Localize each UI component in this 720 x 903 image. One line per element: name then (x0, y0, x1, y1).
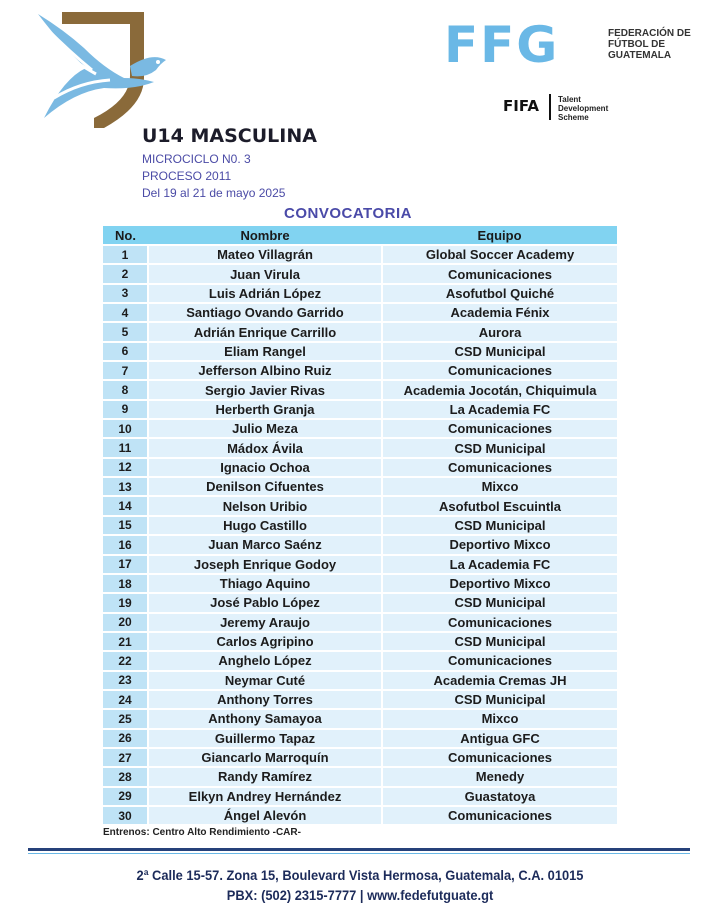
table-row (103, 516, 617, 535)
player-team: Antigua GFC (382, 729, 617, 748)
player-team: Asofutbol Quiché (382, 284, 617, 303)
player-name: Anthony Samayoa (148, 709, 382, 728)
roster-table (103, 226, 617, 824)
player-team: Deportivo Mixco (382, 535, 617, 554)
row-number: 16 (103, 535, 148, 554)
table-row (103, 671, 617, 690)
microcycle-label: MICROCICLO N0. 3 (142, 152, 251, 166)
page-title: U14 MASCULINA (142, 125, 317, 147)
player-name: Herberth Granja (148, 400, 382, 419)
player-name: Denilson Cifuentes (148, 477, 382, 496)
row-number: 26 (103, 729, 148, 748)
player-name: Thiago Aquino (148, 574, 382, 593)
row-number: 17 (103, 555, 148, 574)
table-row (103, 284, 617, 303)
player-name: Juan Virula (148, 264, 382, 283)
table-row (103, 400, 617, 419)
player-name: Luis Adrián López (148, 284, 382, 303)
ffg-letters: FFG (444, 16, 560, 74)
player-name: Sergio Javier Rivas (148, 380, 382, 399)
row-number: 5 (103, 322, 148, 341)
player-team: Comunicaciones (382, 458, 617, 477)
fifa-divider (549, 94, 551, 120)
ffg-name-line: FÚTBOL DE (608, 39, 666, 50)
column-header-name: Nombre (148, 226, 382, 245)
table-row (103, 690, 617, 709)
row-number: 22 (103, 651, 148, 670)
player-name: Guillermo Tapaz (148, 729, 382, 748)
table-row (103, 748, 617, 767)
player-name: Anghelo López (148, 651, 382, 670)
table-row (103, 380, 617, 399)
player-name: Juan Marco Saénz (148, 535, 382, 554)
column-header-team: Equipo (382, 226, 617, 245)
row-number: 6 (103, 342, 148, 361)
footer-rule (28, 848, 690, 851)
table-row (103, 593, 617, 612)
table-row (103, 651, 617, 670)
ffg-federation-name (608, 28, 708, 61)
player-team: Aurora (382, 322, 617, 341)
ffg-name-line: FEDERACIÓN DE (608, 28, 691, 39)
player-team: Guastatoya (382, 787, 617, 806)
table-row (103, 787, 617, 806)
row-number: 25 (103, 709, 148, 728)
table-row (103, 806, 617, 824)
player-team: CSD Municipal (382, 690, 617, 709)
player-name: Randy Ramírez (148, 767, 382, 786)
table-row (103, 729, 617, 748)
row-number: 27 (103, 748, 148, 767)
fifa-sub-line: Talent (558, 95, 581, 104)
table-row (103, 555, 617, 574)
table-row (103, 709, 617, 728)
player-name: Santiago Ovando Garrido (148, 303, 382, 322)
player-name: Joseph Enrique Godoy (148, 555, 382, 574)
fifa-word: FIFA (503, 97, 539, 115)
row-number: 30 (103, 806, 148, 824)
table-row (103, 535, 617, 554)
player-team: Academia Cremas JH (382, 671, 617, 690)
table-row (103, 322, 617, 341)
player-team: Comunicaciones (382, 748, 617, 767)
footer-address: 2ª Calle 15-57. Zona 15, Boulevard Vista Hermosa, Guatemala, C.A. 01015 (136, 867, 584, 883)
row-number: 13 (103, 477, 148, 496)
player-name: Anthony Torres (148, 690, 382, 709)
row-number: 10 (103, 419, 148, 438)
table-header-row (103, 226, 617, 245)
dates-label: Del 19 al 21 de mayo 2025 (142, 186, 286, 200)
row-number: 4 (103, 303, 148, 322)
player-team: Mixco (382, 477, 617, 496)
row-number: 12 (103, 458, 148, 477)
player-team: CSD Municipal (382, 632, 617, 651)
training-location: Entrenos: Centro Alto Rendimiento -CAR- (103, 827, 301, 838)
player-name: Jefferson Albino Ruiz (148, 361, 382, 380)
row-number: 9 (103, 400, 148, 419)
player-name: Mádox Ávila (148, 438, 382, 457)
fifa-sub-line: Scheme (558, 113, 589, 122)
player-team: Asofutbol Escuintla (382, 496, 617, 515)
player-name: Giancarlo Marroquín (148, 748, 382, 767)
player-team: Comunicaciones (382, 264, 617, 283)
player-team: CSD Municipal (382, 593, 617, 612)
player-team: Comunicaciones (382, 361, 617, 380)
process-label: PROCESO 2011 (142, 169, 232, 183)
table-row (103, 419, 617, 438)
table-row (103, 303, 617, 322)
player-name: Nelson Uribio (148, 496, 382, 515)
player-name: Ignacio Ochoa (148, 458, 382, 477)
player-team: Deportivo Mixco (382, 574, 617, 593)
player-team: La Academia FC (382, 400, 617, 419)
table-row (103, 613, 617, 632)
table-row (103, 342, 617, 361)
row-number: 18 (103, 574, 148, 593)
player-team: Comunicaciones (382, 419, 617, 438)
row-number: 14 (103, 496, 148, 515)
player-team: CSD Municipal (382, 438, 617, 457)
ffg-name-line: GUATEMALA (608, 50, 672, 61)
player-name: Eliam Rangel (148, 342, 382, 361)
row-number: 21 (103, 632, 148, 651)
player-team: Mixco (382, 709, 617, 728)
player-team: CSD Municipal (382, 342, 617, 361)
player-team: Academia Fénix (382, 303, 617, 322)
player-team: Academia Jocotán, Chiquimula (382, 380, 617, 399)
row-number: 1 (103, 245, 148, 264)
fifa-sub-line: Development (558, 104, 609, 113)
player-team: La Academia FC (382, 555, 617, 574)
row-number: 8 (103, 380, 148, 399)
table-row (103, 574, 617, 593)
table-row (103, 632, 617, 651)
row-number: 24 (103, 690, 148, 709)
table-row (103, 361, 617, 380)
player-name: Jeremy Araujo (148, 613, 382, 632)
quetzal-shield-logo-icon (34, 8, 184, 132)
player-team: Comunicaciones (382, 613, 617, 632)
player-name: Neymar Cuté (148, 671, 382, 690)
player-team: Menedy (382, 767, 617, 786)
player-team: Comunicaciones (382, 806, 617, 824)
row-number: 7 (103, 361, 148, 380)
row-number: 29 (103, 787, 148, 806)
player-name: Julio Meza (148, 419, 382, 438)
player-name: Carlos Agripino (148, 632, 382, 651)
footer-contact: PBX: (502) 2315-7777 | www.fedefutguate.gt (226, 887, 494, 903)
player-name: Ángel Alevón (148, 806, 382, 824)
footer-rule-accent (28, 853, 690, 854)
table-row (103, 477, 617, 496)
table-row (103, 245, 617, 264)
player-team: Global Soccer Academy (382, 245, 617, 264)
column-header-number: No. (103, 226, 148, 245)
row-number: 15 (103, 516, 148, 535)
fifa-scheme-label (558, 95, 608, 122)
section-heading: CONVOCATORIA (284, 205, 412, 222)
row-number: 2 (103, 264, 148, 283)
table-row (103, 767, 617, 786)
table-row (103, 458, 617, 477)
roster-body (103, 245, 617, 824)
player-name: Hugo Castillo (148, 516, 382, 535)
row-number: 19 (103, 593, 148, 612)
fifa-logo (503, 94, 633, 124)
table-row (103, 438, 617, 457)
table-row (103, 496, 617, 515)
row-number: 20 (103, 613, 148, 632)
row-number: 3 (103, 284, 148, 303)
player-team: CSD Municipal (382, 516, 617, 535)
player-name: Adrián Enrique Carrillo (148, 322, 382, 341)
player-team: Comunicaciones (382, 651, 617, 670)
player-name: Mateo Villagrán (148, 245, 382, 264)
row-number: 11 (103, 438, 148, 457)
table-row (103, 264, 617, 283)
ffg-logo (444, 16, 704, 74)
player-name: Elkyn Andrey Hernández (148, 787, 382, 806)
row-number: 28 (103, 767, 148, 786)
player-name: José Pablo López (148, 593, 382, 612)
row-number: 23 (103, 671, 148, 690)
